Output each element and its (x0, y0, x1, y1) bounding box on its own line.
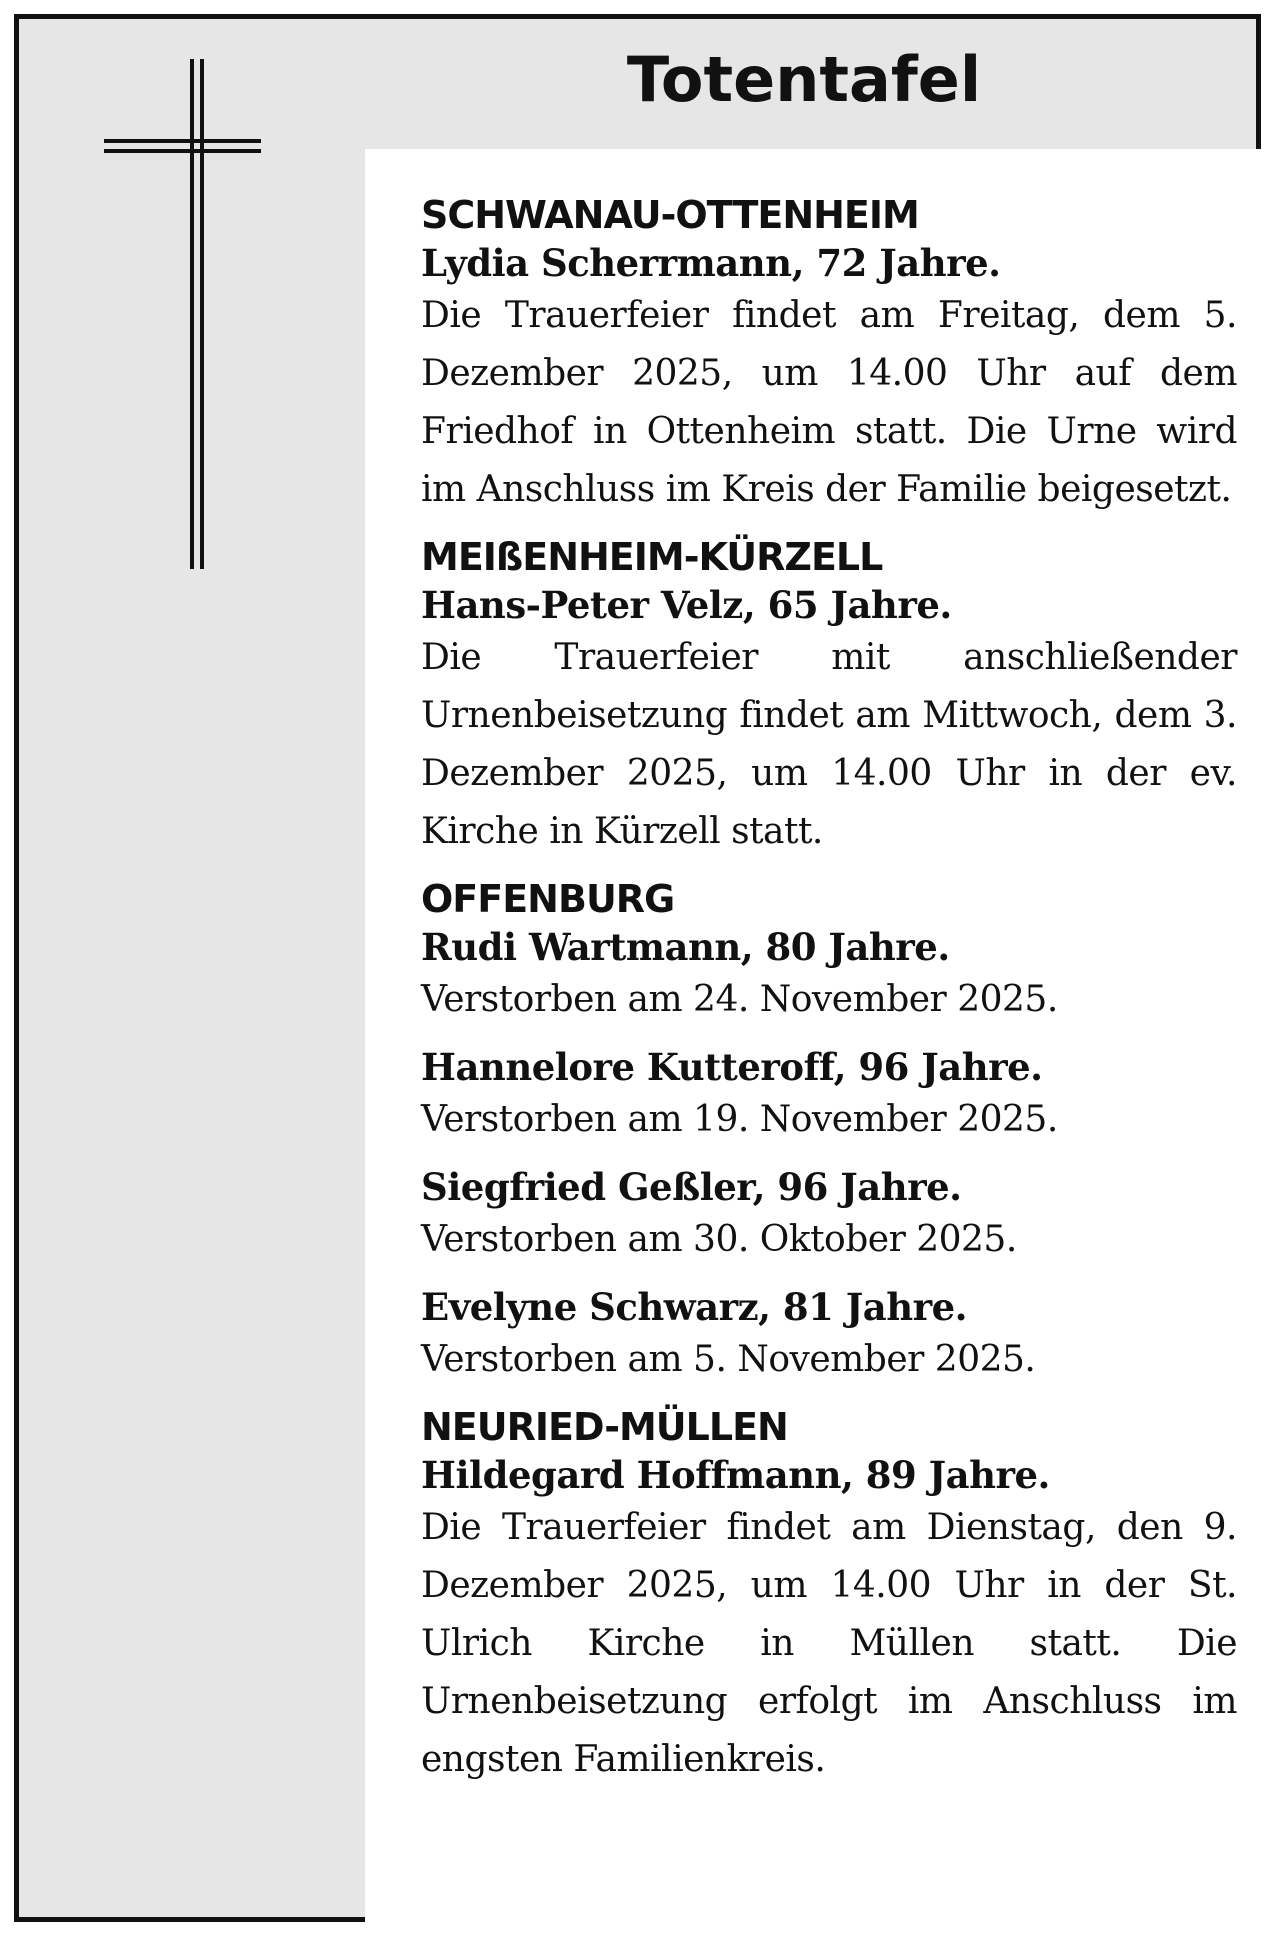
cross-icon (104, 59, 284, 599)
entry (421, 875, 1237, 1029)
entry-text: Verstorben am 24. November 2025. (421, 979, 1058, 1020)
entry-text: Verstorben am 5. November 2025. (421, 1339, 1036, 1380)
entry-name: Hans-Peter Velz, 65 Jahre. (421, 583, 952, 627)
entry-place: OFFENBURG (421, 877, 675, 921)
entry (421, 1163, 1237, 1269)
page-title: Totentafel (626, 43, 982, 116)
entry-place: MEIßENHEIM-KÜRZELL (421, 535, 883, 579)
entry (421, 1283, 1237, 1389)
entry (421, 533, 1237, 861)
entry-text: Verstorben am 30. Oktober 2025. (421, 1219, 1017, 1260)
entry (421, 1403, 1237, 1789)
entry-text: Die Trauerfeier mit anschließender Urnenbeisetzung findet am Mittwoch, dem 3. Dezember 2025, um 14.00 Uhr in der ev. Kirche in Kürzell statt. (421, 637, 1237, 852)
obituary-frame (14, 14, 1261, 1922)
entry-text: Verstorben am 19. November 2025. (421, 1099, 1058, 1140)
entry-name: Lydia Scherrmann, 72 Jahre. (421, 241, 1001, 285)
entry-name: Rudi Wartmann, 80 Jahre. (421, 925, 950, 969)
entry-place: NEURIED-MÜLLEN (421, 1405, 788, 1449)
entry-name: Hildegard Hoffmann, 89 Jahre. (421, 1453, 1050, 1497)
entry (421, 191, 1237, 519)
entry-place: SCHWANAU-OTTENHEIM (421, 193, 919, 237)
obituary-list (365, 149, 1265, 1923)
entry-name: Siegfried Geßler, 96 Jahre. (421, 1165, 962, 1209)
entry (421, 1043, 1237, 1149)
entry-name: Hannelore Kutteroff, 96 Jahre. (421, 1045, 1043, 1089)
entry-text: Die Trauerfeier findet am Dienstag, den 9. Dezember 2025, um 14.00 Uhr in der St. Ulrich Kirche in Müllen statt. Die Urnenbeisetzung erfolgt im Anschluss im engsten Familienkreis. (421, 1507, 1237, 1780)
entry-name: Evelyne Schwarz, 81 Jahre. (421, 1285, 968, 1329)
entry-text: Die Trauerfeier findet am Freitag, dem 5. Dezember 2025, um 14.00 Uhr auf dem Friedhof in Ottenheim statt. Die Urne wird im Anschluss im Kreis der Familie beigesetzt. (421, 295, 1237, 510)
